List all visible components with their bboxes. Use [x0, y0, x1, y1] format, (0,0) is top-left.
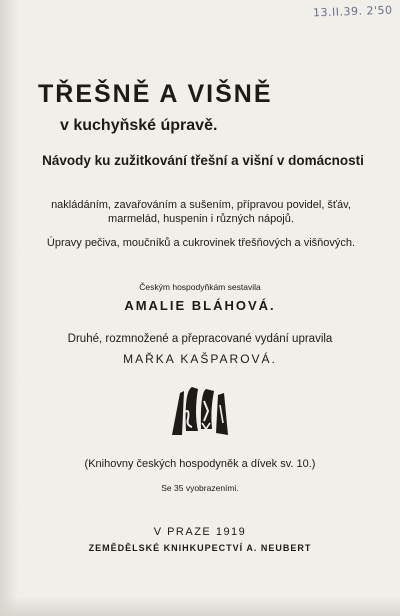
- book-title: TŘEŠNĚ A VIŠNĚ: [38, 80, 273, 108]
- series-note: (Knihovny českých hospodyněk a dívek sv. 10.): [84, 458, 316, 470]
- publisher-name: ZEMĚDĚLSKÉ KNIHKUPECTVÍ A. NEUBERT: [88, 543, 312, 553]
- publisher-logo-icon: [168, 383, 232, 439]
- reviser-name: MAŘKA KAŠPAROVÁ.: [123, 352, 277, 366]
- methods-text: nakládáním, zavařováním a sušením, přípravou povidel, šťáv, marmelád, huspenin i různých nápojů.: [51, 199, 351, 225]
- place-and-year: V PRAZE 1919: [153, 526, 247, 538]
- author-name: AMALIE BLÁHOVÁ.: [124, 298, 276, 313]
- description: Návody ku zužitkování třešní a višní v domácnosti: [42, 153, 364, 168]
- illustrations-note: Se 35 vyobrazeními.: [161, 483, 239, 493]
- edition-note: Druhé, rozmnožené a přepracované vydání upravila: [67, 333, 333, 345]
- book-subtitle: v kuchyňské úpravě.: [60, 117, 218, 134]
- page-shadow-bottom: [0, 596, 400, 616]
- compiled-by: Českým hospodyňkám sestavila: [139, 282, 261, 292]
- pastry-text: Úpravy pečiva, moučníků a cukrovinek třešňových a višňových.: [46, 237, 356, 249]
- handwritten-note: 13.II.39. 2'50: [312, 3, 393, 20]
